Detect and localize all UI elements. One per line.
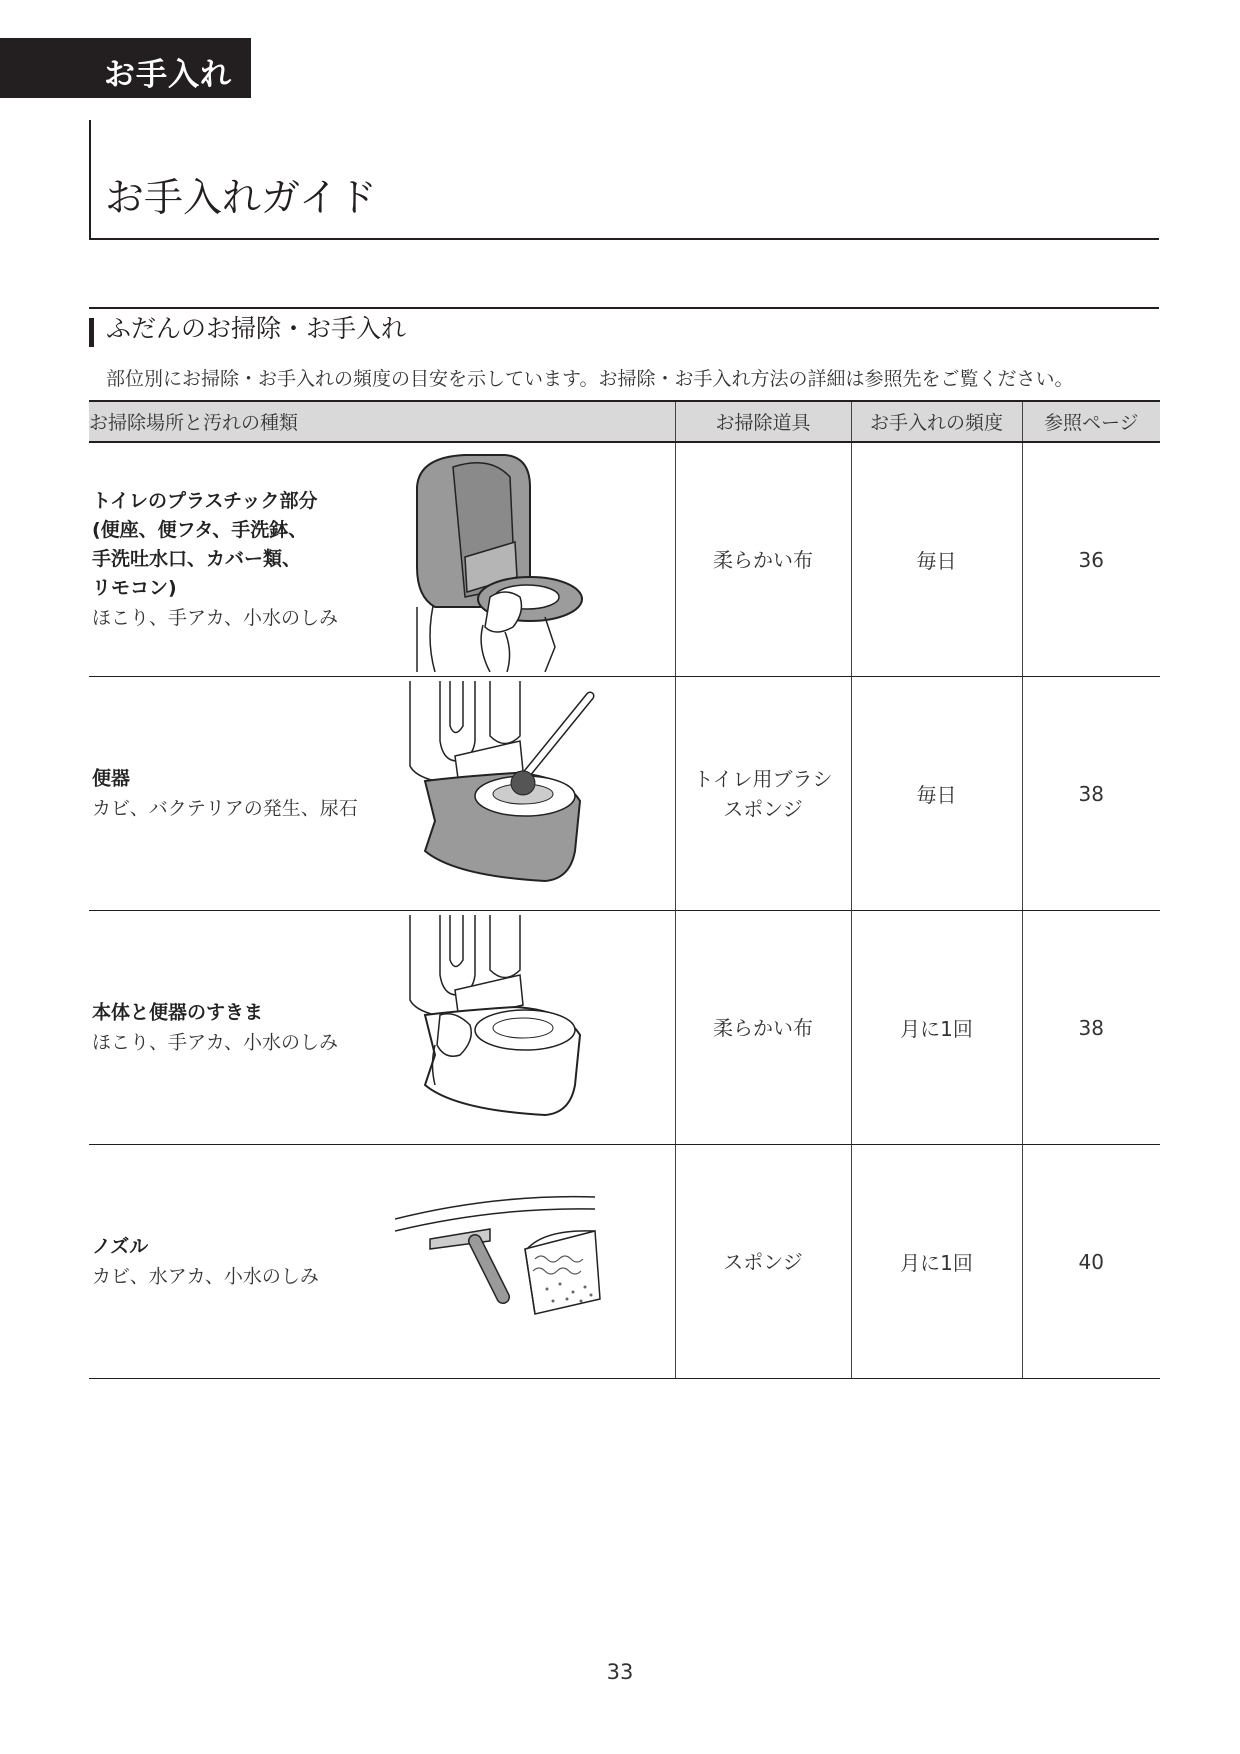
bowl-brushing-illustration [395, 681, 615, 906]
page-number: 33 [606, 1660, 634, 1684]
dirt-type: カビ、水アカ、小水のしみ [92, 1265, 319, 1287]
toilet-seat-wiping-illustration [395, 447, 615, 672]
title-rule-horizontal [89, 238, 1159, 240]
place-cell [89, 677, 675, 911]
tool-name: トイレ用ブラシ スポンジ [693, 766, 833, 821]
place-cell [89, 442, 675, 677]
tool-name: 柔らかい布 [713, 1015, 813, 1040]
reference-page-cell[interactable]: 40 [1022, 1145, 1160, 1379]
tool-name: スポンジ [723, 1249, 803, 1274]
place-name: 便器 [92, 767, 131, 789]
frequency-cell: 毎日 [851, 442, 1022, 677]
section-tab-label: お手入れ [104, 57, 232, 93]
section-marker [89, 318, 94, 347]
reference-page-cell[interactable]: 38 [1022, 677, 1160, 911]
reference-page-cell[interactable]: 36 [1022, 442, 1160, 677]
table-row [89, 442, 1160, 677]
title-rule-vertical [89, 120, 91, 240]
gap-wiping-illustration [395, 915, 615, 1140]
header-frequency: お手入れの頻度 [851, 401, 1022, 442]
page-title: お手入れガイド [105, 176, 377, 221]
header-reference-page: 参照ページ [1022, 401, 1160, 442]
dirt-type: ほこり、手アカ、小水のしみ [92, 1031, 339, 1053]
tool-cell [675, 442, 851, 677]
table-row [89, 911, 1160, 1145]
place-name: トイレのプラスチック部分 (便座、便フタ、手洗鉢、 手洗吐水口、カバー類、 リモコン) [92, 489, 318, 599]
tool-name: 柔らかい布 [713, 547, 813, 572]
tool-cell [675, 677, 851, 911]
header-tool: お掃除道具 [675, 401, 851, 442]
dirt-type: カビ、バクテリアの発生、尿石 [92, 797, 358, 819]
reference-page-cell[interactable]: 38 [1022, 911, 1160, 1145]
table-row [89, 677, 1160, 911]
place-cell [89, 911, 675, 1145]
dirt-type: ほこり、手アカ、小水のしみ [92, 606, 339, 629]
nozzle-sponge-illustration [395, 1149, 615, 1374]
frequency-cell: 月に1回 [851, 1145, 1022, 1379]
place-name: ノズル [92, 1235, 149, 1257]
header-place: お掃除場所と汚れの種類 [89, 401, 675, 442]
place-name: 本体と便器のすきま [92, 1001, 264, 1023]
section-rule [89, 307, 1159, 309]
section-tab [0, 38, 251, 98]
table-header-row [89, 401, 1160, 442]
frequency-cell: 月に1回 [851, 911, 1022, 1145]
table-row [89, 1145, 1160, 1379]
place-cell [89, 1145, 675, 1379]
tool-cell [675, 911, 851, 1145]
section-title: ふだんのお掃除・お手入れ [106, 314, 407, 343]
cleaning-guide-table [89, 400, 1160, 1379]
frequency-cell: 毎日 [851, 677, 1022, 911]
section-intro: 部位別にお掃除・お手入れの頻度の目安を示しています。お掃除・お手入れ方法の詳細は参照先をご覧ください。 [106, 368, 1074, 390]
tool-cell [675, 1145, 851, 1379]
